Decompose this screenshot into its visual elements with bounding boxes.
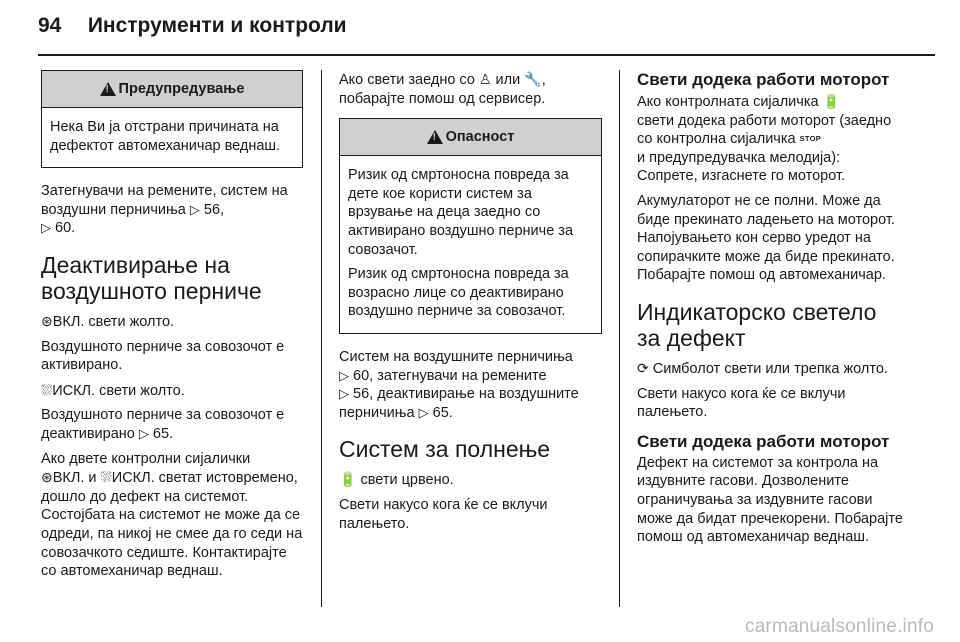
warning-triangle-icon [427, 130, 443, 144]
section-title-airbag-deactivation: Деактивирање на воздушното перниче [41, 251, 262, 304]
section-title-malfunction: Индикаторско светело за дефект [637, 298, 877, 351]
wrench-icon: 🔧 [524, 71, 542, 87]
page-number: 94 [38, 14, 62, 37]
page-ref: 65. [152, 425, 174, 442]
warning-box-body [42, 107, 302, 167]
warning-triangle-icon [100, 82, 116, 96]
warning-box [41, 70, 303, 168]
seat-belt-icon: ♙ [478, 71, 492, 87]
battery-running-paragraph: Ако контролната сијаличка 🔋 свети додека работи моторот (заедно со контролна сијаличка STOP и предупредувачка мелодија): Сопрете, изгаснете го моторот. [637, 93, 892, 185]
airbag-fault-paragraph: Ако двете контролни сијалички ⊛ВКЛ. и ⛆ИСКЛ. светат истовремено, дошло до дефект на системот. Состојбата на системот не може да се одреди, па никој не смее да го седи на совозачкото седиште. Контактирајте со автомеханичар веднаш. [41, 450, 303, 580]
page-header [38, 14, 347, 54]
battery-icon: 🔋 [822, 93, 841, 109]
airbag-off-icon: ⛆ [100, 469, 112, 486]
danger-text: Ризик од смртоносна повреда за возрасно лице со деактивирано воздушно перниче за совозачот. [348, 266, 569, 320]
airbag-on-desc: Воздушното перниче за совозочот е активирано. [41, 338, 285, 374]
arrow-icon: ▷ [339, 386, 349, 402]
airbag-on-icon: ⊛ [41, 312, 53, 329]
watermark: carmanualsonline.info [744, 616, 934, 637]
section-title-charging: Систем за полнење [339, 436, 551, 463]
warning-text: Нека Ви ја отстрани причината на дефектот автомеханичар веднаш. [50, 119, 281, 154]
arrow-icon: ▷ [189, 201, 200, 217]
danger-box-header [340, 119, 601, 155]
danger-title: Опасност [445, 129, 515, 146]
page-ref: 60. [55, 220, 76, 237]
danger-box [339, 118, 602, 334]
emission-desc: Дефект на системот за контрола на издувните гасови. Дозволените ограничувања за издувните гасови може да бидат пречекорени. Побарајте помош од автомеханичар веднаш. [637, 454, 903, 546]
stop-icon: STOP [799, 134, 822, 144]
battery-desc: Акумулаторот не се полни. Може да биде прекинато ладењето на моторот. Напојувањето кон серво уредот на сопирачките може да биде прекинато. Побарајте помош од автомеханичар. [637, 192, 895, 284]
arrow-icon: ▷ [339, 367, 349, 383]
column-2 [339, 70, 602, 539]
arrow-icon: ▷ [41, 220, 51, 236]
airbag-system-paragraph: Систем на воздушните перничиња ▷ 60, затегнувачи на ремените ▷ 56, деактивирање на воздушните перничиња ▷ 65. [339, 348, 579, 421]
arrow-icon: ▷ [418, 404, 429, 420]
column-3 [637, 70, 903, 553]
charging-line: 🔋 свети црвено. [339, 471, 454, 489]
arrow-icon: ▷ [138, 425, 149, 441]
airbag-on-icon: ⊛ [41, 469, 53, 486]
seatbelt-paragraph: Затегнувачи на ремените, систем на воздушни перничиња ▷ 56, ▷ 60. [41, 183, 288, 237]
battery-icon: 🔋 [339, 471, 357, 488]
service-paragraph: Ако свети заедно со ♙ или 🔧, побарајте помош од сервисер. [339, 71, 546, 107]
mil-desc: Свети накусо кога ќе се вклучи палењето. [637, 385, 846, 421]
page-ref: 56, [203, 201, 225, 218]
header-rule [38, 54, 935, 56]
airbag-off-icon: ⛆ [41, 381, 53, 398]
column-divider-1 [321, 70, 322, 607]
airbag-on-line: ⊛ВКЛ. свети жолто. [41, 312, 175, 330]
column-divider-2 [619, 70, 620, 607]
subheading-engine-running-2: Свети додека работи моторот [637, 431, 890, 451]
subheading-engine-running: Свети додека работи моторот [637, 70, 890, 89]
column-1 [41, 70, 303, 587]
warning-title: Предупредување [118, 81, 245, 97]
chapter-title: Инструменти и контроли [87, 14, 347, 37]
danger-box-body [340, 155, 601, 333]
airbag-off-line: ⛆ИСКЛ. свети жолто. [41, 381, 185, 399]
warning-box-header [42, 71, 302, 107]
mil-line: ⟳ Симболот свети или трепка жолто. [637, 359, 888, 377]
engine-icon: ⟳ [637, 359, 649, 376]
airbag-off-desc: Воздушното перниче за совозочот е деактивирано ▷ 65. [41, 407, 285, 442]
danger-text: Ризик од смртоносна повреда за дете кое користи систем за врзување на деца заедно со активирано воздушно перниче за совозачот. [348, 167, 574, 258]
charging-desc: Свети накусо кога ќе се вклучи палењето. [339, 496, 548, 532]
